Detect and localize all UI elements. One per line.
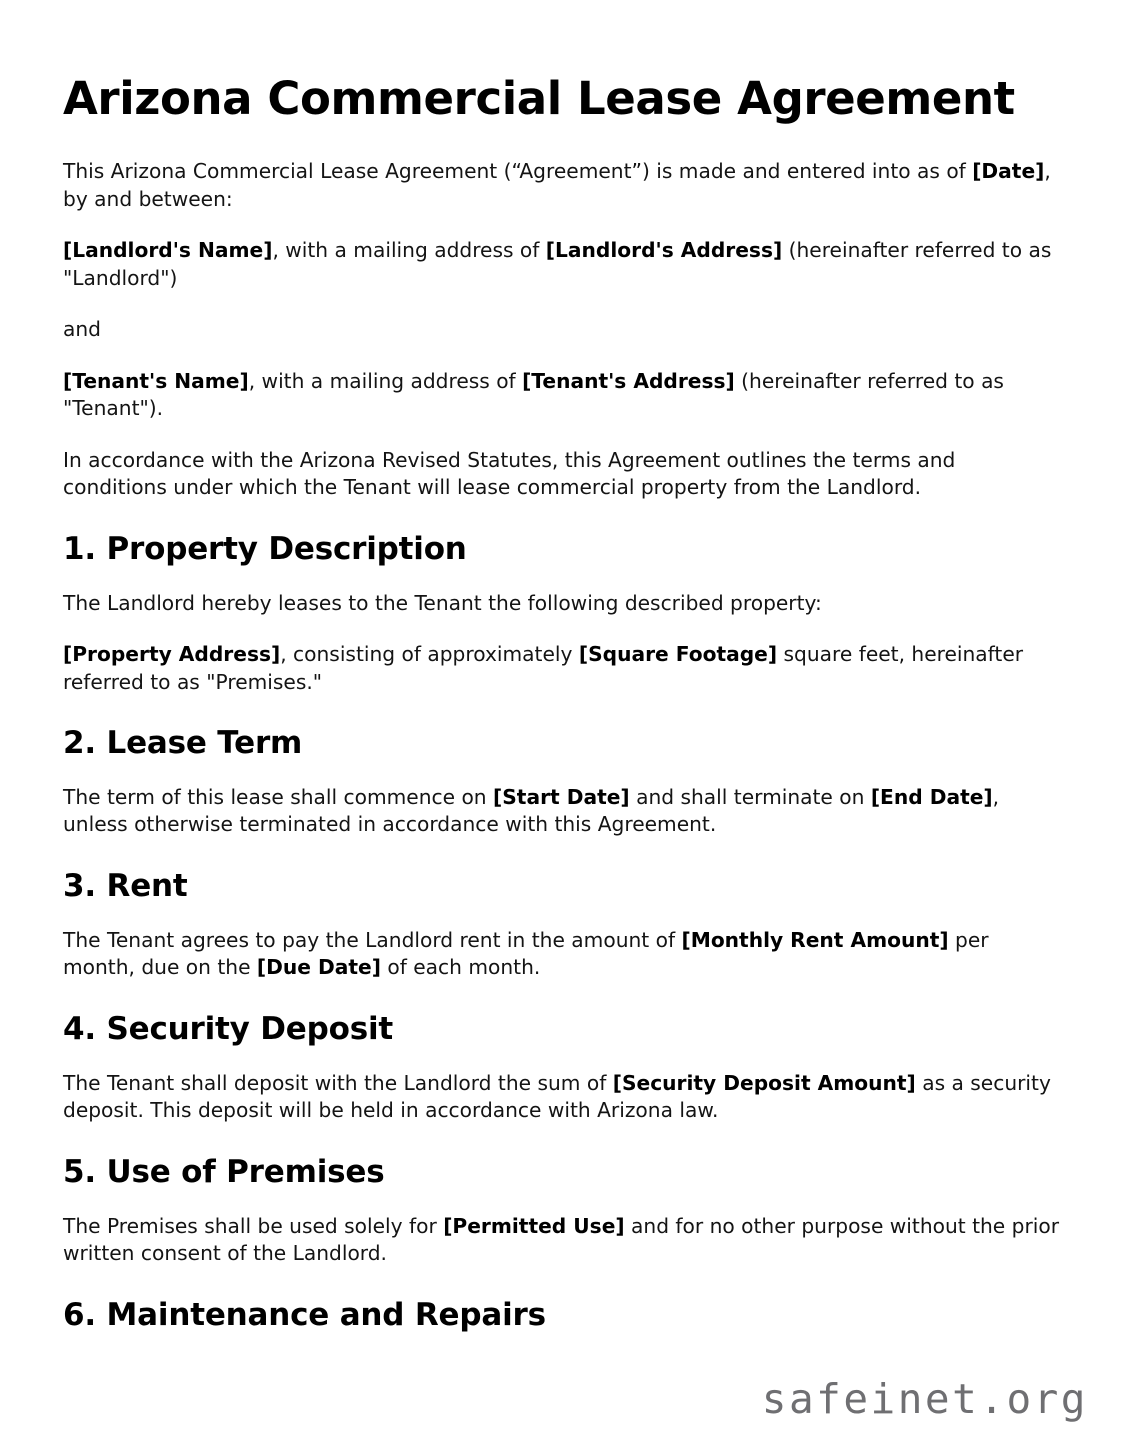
section-2-text-before: The term of this lease shall commence on xyxy=(63,784,494,809)
intro-paragraph-landlord xyxy=(63,237,1060,292)
placeholder-monthly-rent-amount: [Monthly Rent Amount] xyxy=(681,927,949,952)
section-heading-maintenance-and-repairs: 6. Maintenance and Repairs xyxy=(63,1296,546,1333)
placeholder-permitted-use: [Permitted Use] xyxy=(443,1213,625,1238)
placeholder-due-date: [Due Date] xyxy=(256,955,381,980)
placeholder-start-date: [Start Date] xyxy=(493,784,630,809)
section-5-text-after: and for no other purpose without the prior written consent of the Landlord. xyxy=(63,1213,1060,1266)
section-4-text-before: The Tenant shall deposit with the Landlord the sum of xyxy=(63,1070,613,1095)
placeholder-date: [Date] xyxy=(972,159,1045,184)
section-2-text-mid: and shall terminate on xyxy=(629,784,871,809)
intro-paragraph-and: and xyxy=(63,317,101,342)
section-4-text-after: as a security deposit. This deposit will be held in accordance with Arizona law. xyxy=(63,1070,1051,1123)
section-5-paragraph-1 xyxy=(63,1213,1060,1268)
section-3-paragraph-1 xyxy=(63,927,1060,982)
placeholder-tenant-address: [Tenant's Address] xyxy=(522,368,735,393)
tenant-text-after: (hereinafter referred to as "Tenant"). xyxy=(63,368,1004,421)
placeholder-security-deposit-amount: [Security Deposit Amount] xyxy=(612,1070,916,1095)
section-1-paragraph-1: The Landlord hereby leases to the Tenant the following described property: xyxy=(63,590,822,615)
section-4-paragraph-1 xyxy=(63,1070,1060,1125)
section-1-text-mid: , consisting of approximately xyxy=(280,642,579,667)
section-heading-property-description: 1. Property Description xyxy=(63,530,467,567)
section-heading-security-deposit: 4. Security Deposit xyxy=(63,1010,394,1047)
page-title: Arizona Commercial Lease Agreement xyxy=(63,72,1015,125)
placeholder-tenant-name: [Tenant's Name] xyxy=(63,368,249,393)
landlord-text-after: (hereinafter referred to as "Landlord") xyxy=(63,238,1052,290)
intro-paragraph-tenant xyxy=(63,368,1060,423)
placeholder-property-address: [Property Address] xyxy=(63,642,281,667)
section-2-text-after: , unless otherwise terminated in accordance with this Agreement. xyxy=(63,784,1000,837)
section-heading-lease-term: 2. Lease Term xyxy=(63,724,303,761)
placeholder-landlord-address: [Landlord's Address] xyxy=(545,238,783,263)
section-3-text-before: The Tenant agrees to pay the Landlord rent in the amount of xyxy=(63,927,682,952)
placeholder-square-footage: [Square Footage] xyxy=(578,642,778,667)
section-heading-rent: 3. Rent xyxy=(63,867,188,904)
section-3-text-after: of each month. xyxy=(380,955,541,980)
placeholder-end-date: [End Date] xyxy=(870,784,993,809)
section-2-paragraph-1 xyxy=(63,784,1060,839)
tenant-text-mid: , with a mailing address of xyxy=(248,368,523,393)
intro-paragraph-statutes: In accordance with the Arizona Revised Statutes, this Agreement outlines the terms and conditions under which the Tenant will lease commercial property from the Landlord. xyxy=(63,447,956,500)
intro-paragraph-date xyxy=(63,158,1060,213)
section-heading-use-of-premises: 5. Use of Premises xyxy=(63,1153,385,1190)
intro-text-after: , by and between: xyxy=(63,159,1051,211)
intro-text-before: This Arizona Commercial Lease Agreement (“Agreement”) is made and entered into as of xyxy=(63,159,973,184)
placeholder-landlord-name: [Landlord's Name] xyxy=(63,238,273,263)
section-1-text-after: square feet, hereinafter referred to as "Premises." xyxy=(63,642,1024,694)
section-3-text-mid: per month, due on the xyxy=(63,927,989,980)
section-1-paragraph-2 xyxy=(63,641,1060,696)
landlord-text-mid: , with a mailing address of xyxy=(272,238,546,263)
watermark: safeinet.org xyxy=(761,1375,1088,1423)
section-5-text-before: The Premises shall be used solely for xyxy=(63,1213,444,1238)
